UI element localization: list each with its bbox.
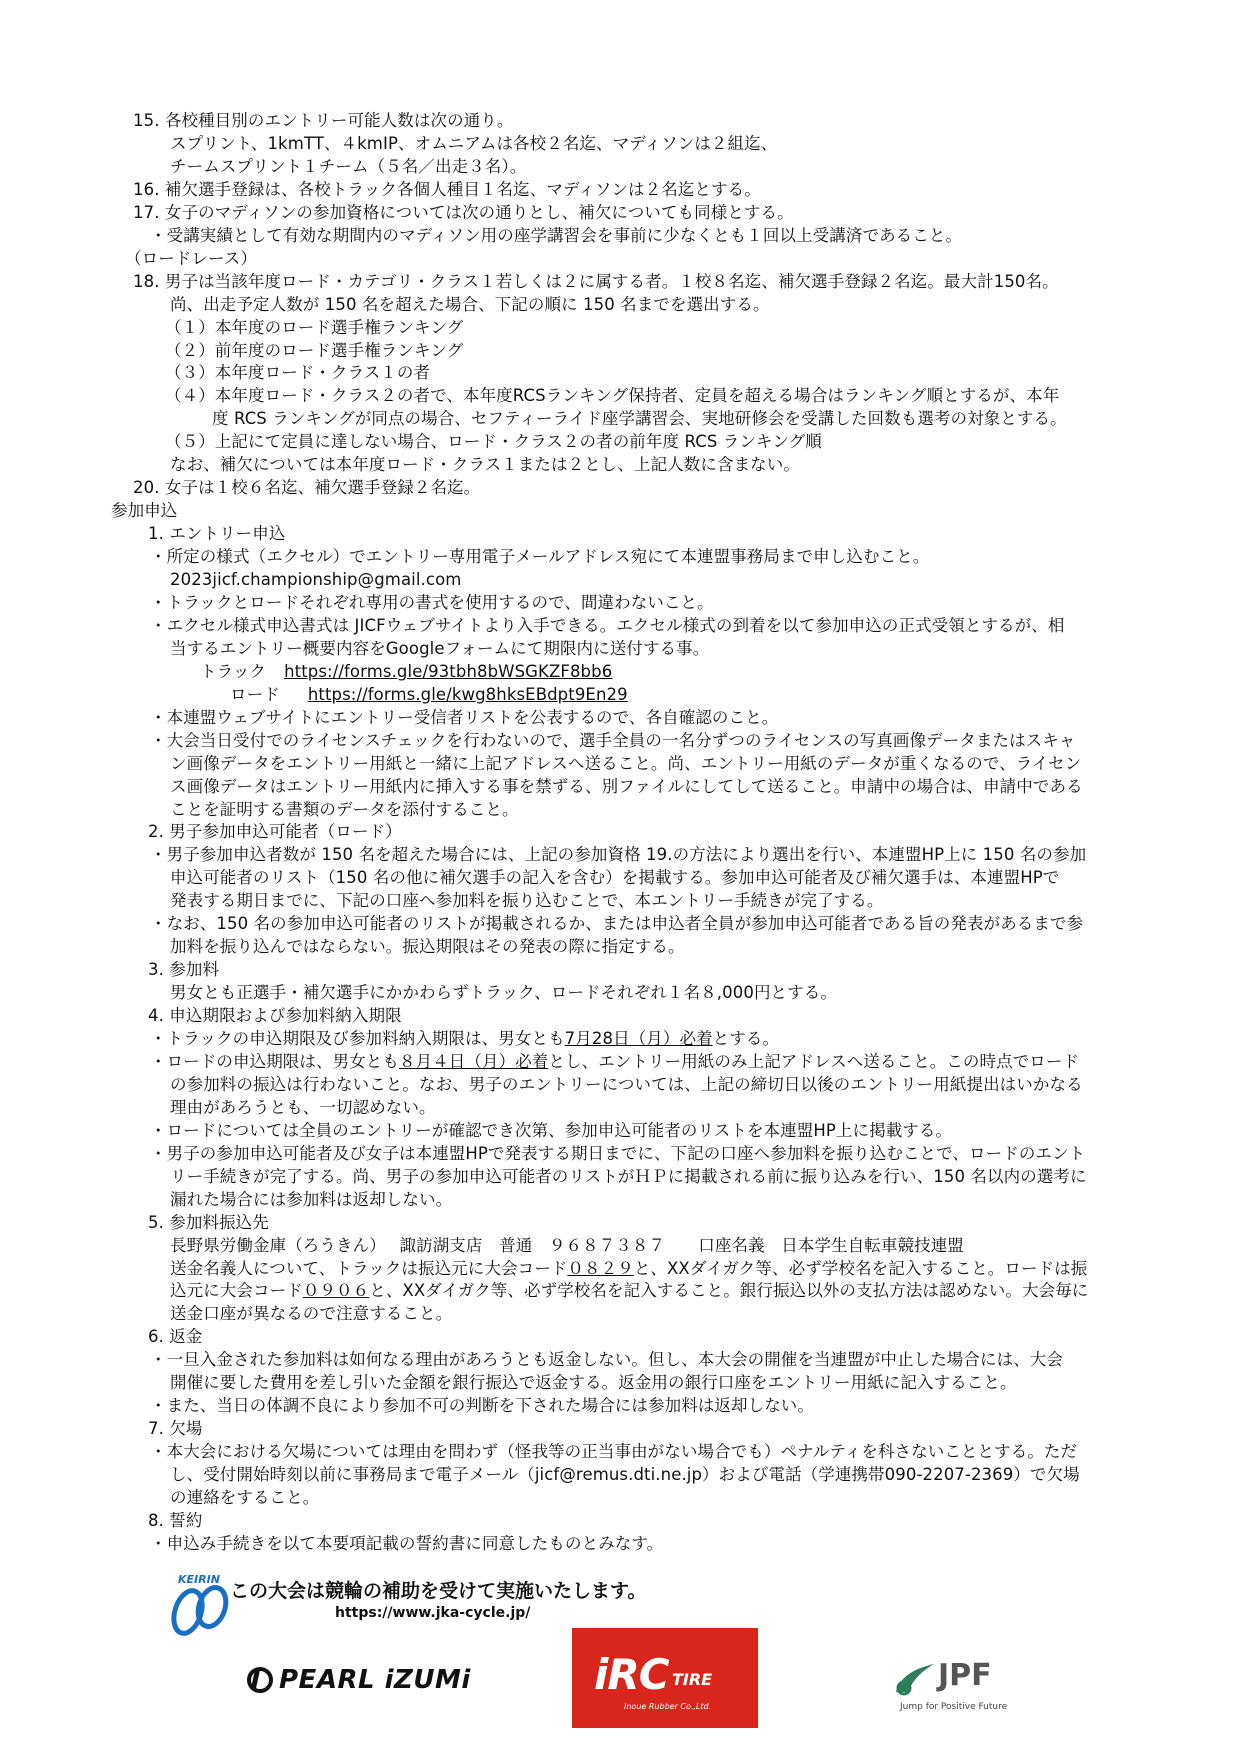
track-code-tail: と、XXダイガク等、必ず学校名を記入すること。ロードは振 <box>633 1258 1088 1278</box>
text-line <box>148 1418 203 1440</box>
subsidy-notice: この大会は競輪の補助を受けて実施いたします。 <box>230 1580 647 1602</box>
keirin-label: KEIRIN <box>178 1573 220 1586</box>
text-line <box>150 1028 779 1050</box>
text-line <box>150 546 929 568</box>
text-line <box>150 1143 1085 1165</box>
text-line-content: 5. 参加料振込先 <box>148 1212 269 1232</box>
text-line-content: 8. 誓約 <box>148 1510 203 1530</box>
text-line <box>148 1326 203 1348</box>
jpf-subtitle: Jump for Positive Future <box>900 1702 1008 1712</box>
text-line-content: 加料を振り込んではならない。振込期限はその発表の際に指定する。 <box>170 937 685 957</box>
text-line-content: 参加申込 <box>111 501 178 521</box>
text-line <box>150 592 714 614</box>
text-line-content: （２）前年度のロード選手権ランキング <box>165 340 464 360</box>
text-line <box>165 431 822 453</box>
text-line <box>170 1235 964 1257</box>
text-line <box>170 890 883 912</box>
text-line <box>170 1097 436 1119</box>
keirin-logo-icon <box>160 1570 240 1640</box>
text-line-content: ・トラックの申込期限及び参加料納入期限は、男女とも <box>150 1029 565 1048</box>
text-line <box>170 1280 1088 1302</box>
text-line <box>150 1120 952 1142</box>
road-form-link[interactable]: https://forms.gle/kwg8hksEBdpt9En29 <box>307 684 628 704</box>
text-line <box>165 317 463 339</box>
text-line-content: （３）本年度ロード・クラス１の者 <box>165 363 431 383</box>
text-line <box>150 1395 814 1417</box>
text-line <box>170 1258 1087 1280</box>
pearl-izumi-text: PEARL iZUMi <box>279 1665 471 1695</box>
text-line <box>170 776 1083 798</box>
text-line <box>133 110 514 132</box>
text-line <box>150 615 1064 637</box>
text-line <box>148 959 219 981</box>
text-line-content: なお、補欠については本年度ロード・クラス１または２とし、上記人数に含まない。 <box>170 455 800 475</box>
track-deadline-tail: とする。 <box>712 1029 780 1048</box>
text-line-content: （１）本年度のロード選手権ランキング <box>165 317 464 337</box>
text-line-content: の参加料の振込は行わないこと。なお、男子のエントリーについては、上記の締切日以後のエントリー用紙提出はいかなる <box>170 1074 1083 1094</box>
text-line-content: 尚、出走予定人数が 150 名を超えた場合、下記の順に 150 名までを選出する。 <box>170 294 770 314</box>
text-line-content: 込元に大会コード <box>170 1281 303 1301</box>
irc-tire-word: TIRE <box>672 1670 713 1689</box>
jpf-logo <box>890 1650 1050 1720</box>
text-line-content: 申込可能者のリスト（150 名の他に補欠選手の記入を含む）を掲載する。参加申込可能者及び補欠選手は、本連盟HPで <box>170 868 1060 888</box>
text-line-content: ことを証明する書類のデータを添付すること。 <box>170 799 519 819</box>
text-line <box>133 202 794 224</box>
text-line <box>170 799 519 821</box>
text-line-content: ・男子の参加申込可能者及び女子は本連盟HPで発表する期日までに、下記の口座へ参加料を振り込むことで、ロードのエント <box>150 1143 1086 1163</box>
text-line <box>125 248 257 270</box>
text-line-content: ・本大会における欠場については理由を問わず（怪我等の正当事由がない場合でも）ペナルティを科さないこととする。ただ <box>150 1442 1078 1462</box>
irc-tire-logo <box>572 1628 758 1728</box>
text-line-content: 1. エントリー申込 <box>148 524 286 544</box>
text-line-content: 開催に要した費用を差し引いた金額を銀行振込で返金する。返金用の銀行口座をエントリー用紙に記入すること。 <box>170 1373 1017 1393</box>
text-line-content: ・受講実績として有効な期間内のマディソン用の座学講習会を事前に少なくとも１回以上受講済であること。 <box>150 225 963 245</box>
irc-main: iRC <box>594 1650 669 1699</box>
track-deadline: 7月28日（月）必着 <box>564 1029 713 1048</box>
text-line <box>150 1349 1063 1371</box>
text-line-content: ・所定の様式（エクセル）でエントリー専用電子メールアドレス宛にて本連盟事務局まで申し込むこと。 <box>150 547 930 567</box>
text-line-content: 6. 返金 <box>148 1327 203 1347</box>
text-line <box>148 1212 269 1234</box>
text-line <box>200 661 612 683</box>
text-line <box>148 821 402 843</box>
road-code: ０９０６ <box>302 1281 370 1301</box>
text-line <box>148 1510 203 1532</box>
text-line <box>148 1005 402 1027</box>
jpf-text: JPF <box>938 1658 992 1693</box>
text-line <box>165 385 1059 407</box>
text-line-content: 漏れた場合には参加料は返却しない。 <box>170 1189 453 1209</box>
text-line-content: の連絡をすること。 <box>170 1488 320 1507</box>
text-line <box>170 867 1059 889</box>
text-line <box>170 569 461 591</box>
sponsor-area <box>0 1570 1244 1756</box>
text-line-content: 2. 男子参加申込可能者（ロード） <box>148 822 402 842</box>
text-line-content: ・トラックとロードそれぞれ専用の書式を使用するので、間違わないこと。 <box>150 592 714 612</box>
text-line-content: 度 RCS ランキングが同点の場合、セフティーライド座学講習会、実地研修会を受講した回数も選考の対象とする。 <box>212 409 1067 429</box>
text-line-content: ・一旦入金された参加料は如何なる理由があろうとも返金しない。但し、本大会の開催を当連盟が中止した場合には、大会 <box>150 1350 1063 1370</box>
text-line <box>150 730 1075 752</box>
text-line <box>111 500 177 522</box>
text-line <box>150 844 1086 866</box>
text-line-content: 7. 欠場 <box>148 1419 203 1439</box>
track-form-link[interactable]: https://forms.gle/93tbh8bWSGKZF8bb6 <box>284 661 613 681</box>
pearl-izumi-logo <box>245 1660 471 1700</box>
text-line <box>165 340 463 362</box>
text-line-content: ・また、当日の体調不良により参加不可の判断を下された場合には参加料は返却しない。 <box>150 1396 814 1416</box>
text-line-content: ・エクセル様式申込書式は JICFウェブサイトより入手できる。エクセル様式の到着を以て参加申込の正式受領とするが、相 <box>150 615 1065 635</box>
text-line-content: 男女とも正選手・補欠選手にかかわらずトラック、ロードそれぞれ１名８,000円とする。 <box>170 983 837 1003</box>
text-line <box>170 133 777 155</box>
text-line-content: （ロードレース） <box>125 248 257 268</box>
text-line <box>170 982 837 1004</box>
track-code: ０８２９ <box>567 1258 634 1278</box>
text-line-content: 理由があろうとも、一切認めない。 <box>170 1097 436 1117</box>
text-line <box>230 684 628 706</box>
text-line-content: 4. 申込期限および参加料納入期限 <box>148 1006 402 1026</box>
text-line <box>150 1533 663 1555</box>
irc-subtitle: Inoue Rubber Co.,Ltd. <box>624 1702 712 1711</box>
text-line-content: リー手続きが完了する。尚、男子の参加申込可能者のリストがＨＰに掲載される前に振り込みを行い、150 名以内の選考に <box>170 1166 1087 1186</box>
text-line-content: 3. 参加料 <box>148 960 220 980</box>
text-line <box>170 1487 319 1509</box>
text-line-content: ・ロードの申込期限は、男女とも <box>150 1051 399 1071</box>
text-line-content: チームスプリント１チーム（５名／出走３名）。 <box>170 156 527 176</box>
text-line-content: 送金口座が異なるので注意すること。 <box>170 1304 453 1324</box>
text-line <box>150 707 778 729</box>
text-line <box>170 753 1081 775</box>
text-line-content: 15. 各校種目別のエントリー可能人数は次の通り。 <box>133 111 514 130</box>
text-line <box>150 1441 1077 1463</box>
road-code-tail: と、XXダイガク等、必ず学校名を記入すること。銀行振込以外の支払方法は認めない。大会毎に <box>369 1281 1089 1301</box>
text-line-content: 送金名義人について、トラックは振込元に大会コード <box>170 1258 568 1278</box>
text-line-content: 2023jicf.championship@gmail.com <box>170 570 462 589</box>
text-line <box>133 477 480 499</box>
text-line <box>170 1189 452 1211</box>
text-line-content: スプリント、1kmTT、４kmIP、オムニアムは各校２名迄、マディソンは２組迄、 <box>170 133 778 153</box>
text-line-content: し、受付開始時刻以前に事務局まで電子メール（jicf@remus.dti.ne.jp）および電話（学連携帯090-2207-2369）で欠場 <box>170 1465 1080 1485</box>
text-line-content: ・申込み手続きを以て本要項記載の誓約書に同意したものとみなす。 <box>150 1533 664 1553</box>
text-line <box>212 408 1067 430</box>
text-line <box>170 1303 452 1325</box>
text-line-content: 発表する期日までに、下記の口座へ参加料を振り込むことで、本エントリー手続きが完了する。 <box>170 891 884 911</box>
text-line <box>170 1166 1087 1188</box>
text-line-content: ・大会当日受付でのライセンスチェックを行わないので、選手全員の一名分ずつのライセンスの写真画像データまたはスキャ <box>150 730 1076 750</box>
text-line <box>150 913 1083 935</box>
text-line-content: ・なお、150 名の参加申込可能者のリストが掲載されるか、または申込者全員が参加申込可能者である旨の発表があるまで参 <box>150 914 1084 934</box>
text-line-content: 18. 男子は当該年度ロード・カテゴリ・クラス１若しくは２に属する者。１校８名迄、補欠選手登録２名迄。最大計150名。 <box>133 271 1059 291</box>
text-line <box>170 1464 1080 1486</box>
text-line-content: （５）上記にて定員に達しない場合、ロード・クラス２の者の前年度 RCS ランキング順 <box>165 432 822 452</box>
text-line <box>150 1051 1079 1073</box>
text-line-content: ・本連盟ウェブサイトにエントリー受信者リストを公表するので、各自確認のこと。 <box>150 707 779 727</box>
text-line-content: トラック <box>200 661 267 681</box>
text-line-content: 17. 女子のマディソンの参加資格については次の通りとし、補欠についても同様とする。 <box>133 202 794 222</box>
text-line <box>170 156 526 178</box>
text-line-content: ・男子参加申込者数が 150 名を超えた場合には、上記の参加資格 19.の方法により選出を行い、本連盟HP上に 150 名の参加 <box>150 845 1087 865</box>
text-line-content: ス画像データはエントリー用紙内に挿入する事を禁ずる、別ファイルにしてして送ること。申請中の場合は、申請中である <box>170 776 1083 796</box>
text-line <box>170 936 685 958</box>
text-line-content: （４）本年度ロード・クラス２の者で、本年度RCSランキング保持者、定員を超える場合はランキング順とするが、本年 <box>165 386 1060 406</box>
text-line <box>133 179 761 201</box>
road-deadline: ８月４日（月）必着 <box>399 1051 549 1071</box>
text-line <box>165 362 430 384</box>
text-line-content: 長野県労働金庫（ろうきん） 諏訪湖支店 普通 ９６８７３８７ 口座名義 日本学生自転車競技連盟 <box>170 1235 964 1255</box>
jka-url[interactable]: https://www.jka-cycle.jp/ <box>335 1605 531 1621</box>
text-line <box>170 638 709 660</box>
jpf-mark-icon <box>890 1658 938 1698</box>
text-line-content: ・ロードについては全員のエントリーが確認でき次第、参加申込可能者のリストを本連盟HP上に掲載する。 <box>150 1120 953 1140</box>
road-deadline-tail: とし、エントリー用紙のみ上記アドレスへ送ること。この時点でロード <box>548 1051 1080 1071</box>
text-line <box>170 1074 1083 1096</box>
text-line <box>170 1372 1017 1394</box>
text-line-content: ン画像データをエントリー用紙と一緒に上記アドレスへ送ること。尚、エントリー用紙のデータが重くなるので、ライセン <box>170 753 1082 773</box>
text-line-content: ロード <box>230 684 280 704</box>
text-line-content: 20. 女子は１校６名迄、補欠選手登録２名迄。 <box>133 478 481 498</box>
text-line <box>170 294 770 316</box>
text-line <box>170 454 800 476</box>
text-line-content: 16. 補欠選手登録は、各校トラック各個人種目１名迄、マディソンは２名迄とする。 <box>133 179 761 199</box>
text-line-content: 当するエントリー概要内容をGoogleフォームにて期限内に送付する事。 <box>170 638 710 658</box>
pearl-izumi-mark-icon <box>245 1665 275 1695</box>
text-line <box>133 271 1059 293</box>
text-line <box>148 523 286 545</box>
text-line <box>150 225 962 247</box>
